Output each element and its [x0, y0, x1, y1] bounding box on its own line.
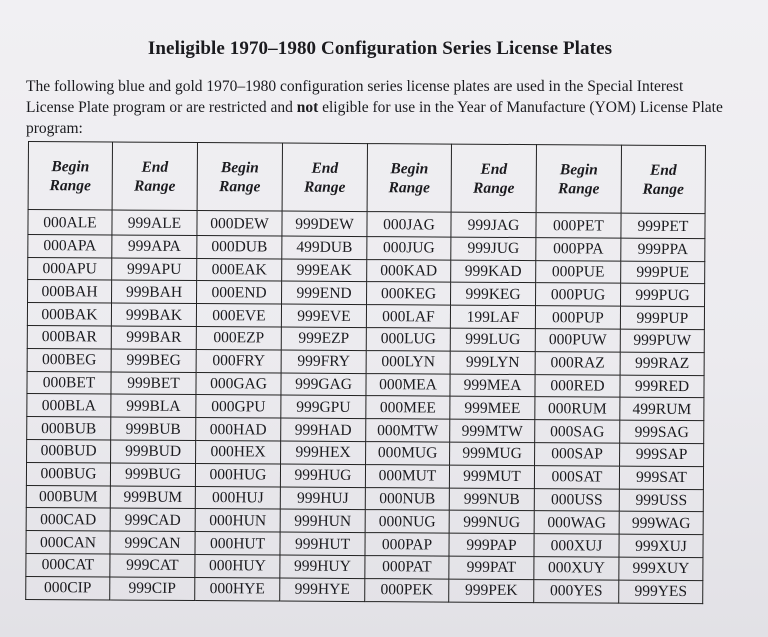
table-cell: 000RAZ — [535, 351, 620, 374]
table-cell: 999BLA — [111, 394, 196, 417]
table-cell: 000YES — [534, 579, 619, 602]
table-cell: 000HUJ — [195, 486, 280, 509]
table-cell: 999XUY — [619, 557, 703, 580]
table-cell: 000PEK — [365, 578, 449, 601]
table-cell: 999YES — [619, 580, 703, 603]
table-cell: 999DEW — [282, 211, 367, 236]
table-cell: 000BEG — [27, 348, 111, 371]
column-header-line2: Range — [642, 180, 684, 198]
table-cell: 000ALE — [28, 210, 112, 235]
table-cell: 000GAG — [196, 372, 281, 395]
table-cell: 000PPA — [536, 237, 621, 260]
column-header — [621, 145, 705, 214]
table-cell: 999BAH — [112, 280, 197, 303]
table-cell: 999MTW — [450, 419, 535, 442]
column-header-line2: Range — [134, 177, 176, 195]
column-header-line2: Range — [388, 178, 430, 196]
table-cell: 999LUG — [450, 328, 535, 351]
plates-table — [25, 141, 706, 604]
table-cell: 000PAP — [365, 533, 449, 556]
table-cell: 999MUT — [449, 465, 534, 488]
table-cell: 000BUD — [27, 439, 111, 462]
table-cell: 000BAK — [27, 303, 111, 326]
table-row — [26, 576, 703, 603]
table-cell: 000GPU — [196, 395, 281, 418]
table-body — [26, 210, 705, 604]
table-cell: 999ALE — [112, 210, 197, 235]
table-cell: 999PAT — [449, 556, 534, 579]
table-cell: 999XUJ — [619, 534, 703, 557]
table-cell: 999HUT — [280, 532, 365, 555]
column-header — [112, 142, 197, 211]
table-cell: 000EVE — [196, 304, 281, 327]
table-cell: 999JUG — [451, 237, 536, 260]
table-cell: 999MEA — [450, 374, 535, 397]
table-cell: 999PUG — [621, 284, 705, 307]
table-cell: 999MEE — [450, 396, 535, 419]
table-cell: 999SAP — [620, 443, 704, 466]
table-cell: 000PUE — [536, 260, 621, 283]
table-cell: 000HUY — [195, 554, 280, 577]
table-cell: 999HAD — [281, 418, 366, 441]
table-cell: 000PUP — [535, 306, 620, 329]
table-cell: 999END — [282, 281, 367, 304]
table-cell: 999NUG — [449, 510, 534, 533]
table-cell: 000SAT — [534, 465, 619, 488]
table-cell: 000CIP — [26, 576, 110, 599]
table-cell: 000CAN — [26, 531, 110, 554]
table-cell: 999PUP — [620, 306, 704, 329]
table-cell: 000PAT — [365, 556, 449, 579]
table-cell: 000HUN — [195, 509, 280, 532]
table-cell: 000BLA — [27, 394, 111, 417]
table-cell: 000MEE — [366, 396, 450, 419]
table-cell: 000HEX — [196, 440, 281, 463]
table-cell: 000MEA — [366, 373, 450, 396]
column-header — [197, 143, 282, 212]
table-cell: 000EAK — [197, 258, 282, 281]
column-header-line1: End — [311, 159, 339, 177]
table-cell: 999HUN — [280, 509, 365, 532]
column-header-line1: End — [649, 161, 677, 179]
column-header — [451, 144, 536, 213]
table-cell: 999HUJ — [280, 487, 365, 510]
table-cell: 000APA — [28, 234, 112, 257]
table-cell: 000HUG — [195, 463, 280, 486]
table-cell: 999WAG — [619, 511, 703, 534]
table-cell: 999HYE — [280, 578, 365, 601]
column-header — [282, 143, 367, 212]
table-cell: 000MUG — [366, 442, 450, 465]
table-cell: 000USS — [534, 488, 619, 511]
table-cell: 999PAP — [449, 533, 534, 556]
table-cell: 000BUG — [26, 462, 110, 485]
table-cell: 000CAD — [26, 508, 110, 531]
table-cell: 999GPU — [281, 395, 366, 418]
table-cell: 000RED — [535, 374, 620, 397]
table-cell: 000SAP — [535, 443, 620, 466]
table-cell: 999PPA — [621, 238, 705, 261]
table-cell: 000PUW — [535, 329, 620, 352]
table-cell: 000BUM — [26, 485, 110, 508]
column-header-line2: Range — [472, 179, 515, 197]
table-cell: 000RUM — [535, 397, 620, 420]
table-cell: 999BAK — [111, 303, 196, 326]
table-cell: 999APA — [112, 235, 197, 258]
column-header-line1: Begin — [220, 158, 259, 176]
table-cell: 000JAG — [367, 212, 451, 237]
table-cell: 999KEG — [451, 282, 536, 305]
table-cell: 199LAF — [450, 305, 535, 328]
column-header-line1: Begin — [390, 159, 429, 177]
table-cell: 999EAK — [282, 259, 367, 282]
table-cell: 999BUG — [110, 463, 195, 486]
table-cell: 000BET — [27, 371, 111, 394]
table-cell: 999HUG — [280, 464, 365, 487]
column-header-line1: End — [480, 160, 508, 178]
table-cell: 999RED — [620, 375, 704, 398]
table-cell: 000JUG — [367, 236, 451, 259]
column-header — [28, 142, 112, 211]
table-cell: 999KAD — [451, 260, 536, 283]
table-cell: 000FRY — [196, 349, 281, 372]
column-header — [536, 145, 621, 214]
table-cell: 999PUE — [621, 261, 705, 284]
table-cell: 000HAD — [196, 418, 281, 441]
intro-text-end: eligible for use in the Year of Manufacture (YOM) License Plate program: — [26, 99, 723, 137]
column-header-line1: End — [141, 158, 169, 176]
table-cell: 999BUB — [111, 417, 196, 440]
column-header-line2: Range — [49, 176, 91, 194]
table-cell: 999PUW — [620, 329, 704, 352]
table-cell: 999BEG — [111, 349, 196, 372]
table-cell: 999BAR — [111, 326, 196, 349]
table-cell: 000CAT — [26, 553, 110, 576]
table-cell: 000DUB — [197, 235, 282, 258]
intro-text-start: The following blue and gold 1970–1980 configuration series license plates are used in the Special Interest License Plate program or are restricted and — [26, 78, 684, 116]
table-cell: 999EZP — [281, 327, 366, 350]
table-cell: 999BUM — [110, 486, 195, 509]
table-cell: 999JAG — [451, 212, 536, 237]
table-cell: 000HUT — [195, 532, 280, 555]
table-cell: 000NUB — [365, 487, 449, 510]
table-cell: 000PET — [536, 213, 621, 238]
table-cell: 000KEG — [367, 282, 451, 305]
table-cell: 499RUM — [620, 397, 704, 420]
table-cell: 999HUY — [280, 555, 365, 578]
table-cell: 999BET — [111, 372, 196, 395]
table-cell: 000LUG — [366, 328, 450, 351]
table-cell: 499DUB — [282, 236, 367, 259]
table-cell: 999SAT — [619, 466, 703, 489]
table-cell: 000NUG — [365, 510, 449, 533]
column-header — [367, 144, 451, 213]
document-title: Ineligible 1970–1980 Configuration Series License Plates — [147, 38, 613, 59]
table-cell: 000LYN — [366, 350, 450, 373]
table-cell: 999CAD — [110, 508, 195, 531]
table-cell: 999PEK — [449, 579, 534, 602]
table-cell: 000KAD — [367, 259, 451, 282]
column-header-line1: Begin — [559, 160, 598, 178]
column-header-line2: Range — [557, 179, 600, 197]
table-cell: 999BUD — [111, 440, 196, 463]
table-cell: 000APU — [28, 257, 112, 280]
header-row — [28, 142, 705, 214]
intro-emphasis: not — [296, 99, 319, 116]
table-cell: 999SAG — [620, 420, 704, 443]
column-header-line2: Range — [304, 178, 346, 196]
table-cell: 000END — [197, 281, 282, 304]
column-header-line1: Begin — [51, 157, 90, 175]
table-cell: 000WAG — [534, 511, 619, 534]
table-cell: 999PET — [621, 213, 705, 238]
table-cell: 000MTW — [366, 419, 450, 442]
table-cell: 000HYE — [195, 577, 280, 600]
table-cell: 000XUJ — [534, 534, 619, 557]
table-cell: 999FRY — [281, 350, 366, 373]
table-cell: 000BUB — [27, 417, 111, 440]
table-cell: 000LAF — [366, 305, 450, 328]
intro-paragraph — [26, 76, 726, 139]
table-cell: 000EZP — [196, 327, 281, 350]
table-cell: 999CAN — [110, 531, 195, 554]
table-cell: 999USS — [619, 489, 703, 512]
table-cell: 999HEX — [281, 441, 366, 464]
table-cell: 999MUG — [450, 442, 535, 465]
table-cell: 000MUT — [365, 464, 449, 487]
table-cell: 000BAH — [28, 280, 112, 303]
table-cell: 999CAT — [110, 554, 195, 577]
table-cell: 999NUB — [449, 488, 534, 511]
table-cell: 999LYN — [450, 351, 535, 374]
table-cell: 999EVE — [281, 304, 366, 327]
table-cell: 000XUY — [534, 557, 619, 580]
column-header-line2: Range — [219, 177, 261, 195]
table-cell: 000PUG — [536, 283, 621, 306]
table-cell: 999RAZ — [620, 352, 704, 375]
table-cell: 999CIP — [110, 577, 195, 600]
table-cell: 999APU — [112, 258, 197, 281]
table-cell: 000BAR — [27, 325, 111, 348]
table-cell: 000SAG — [535, 420, 620, 443]
table-cell: 000DEW — [197, 211, 282, 236]
table-cell: 999GAG — [281, 373, 366, 396]
